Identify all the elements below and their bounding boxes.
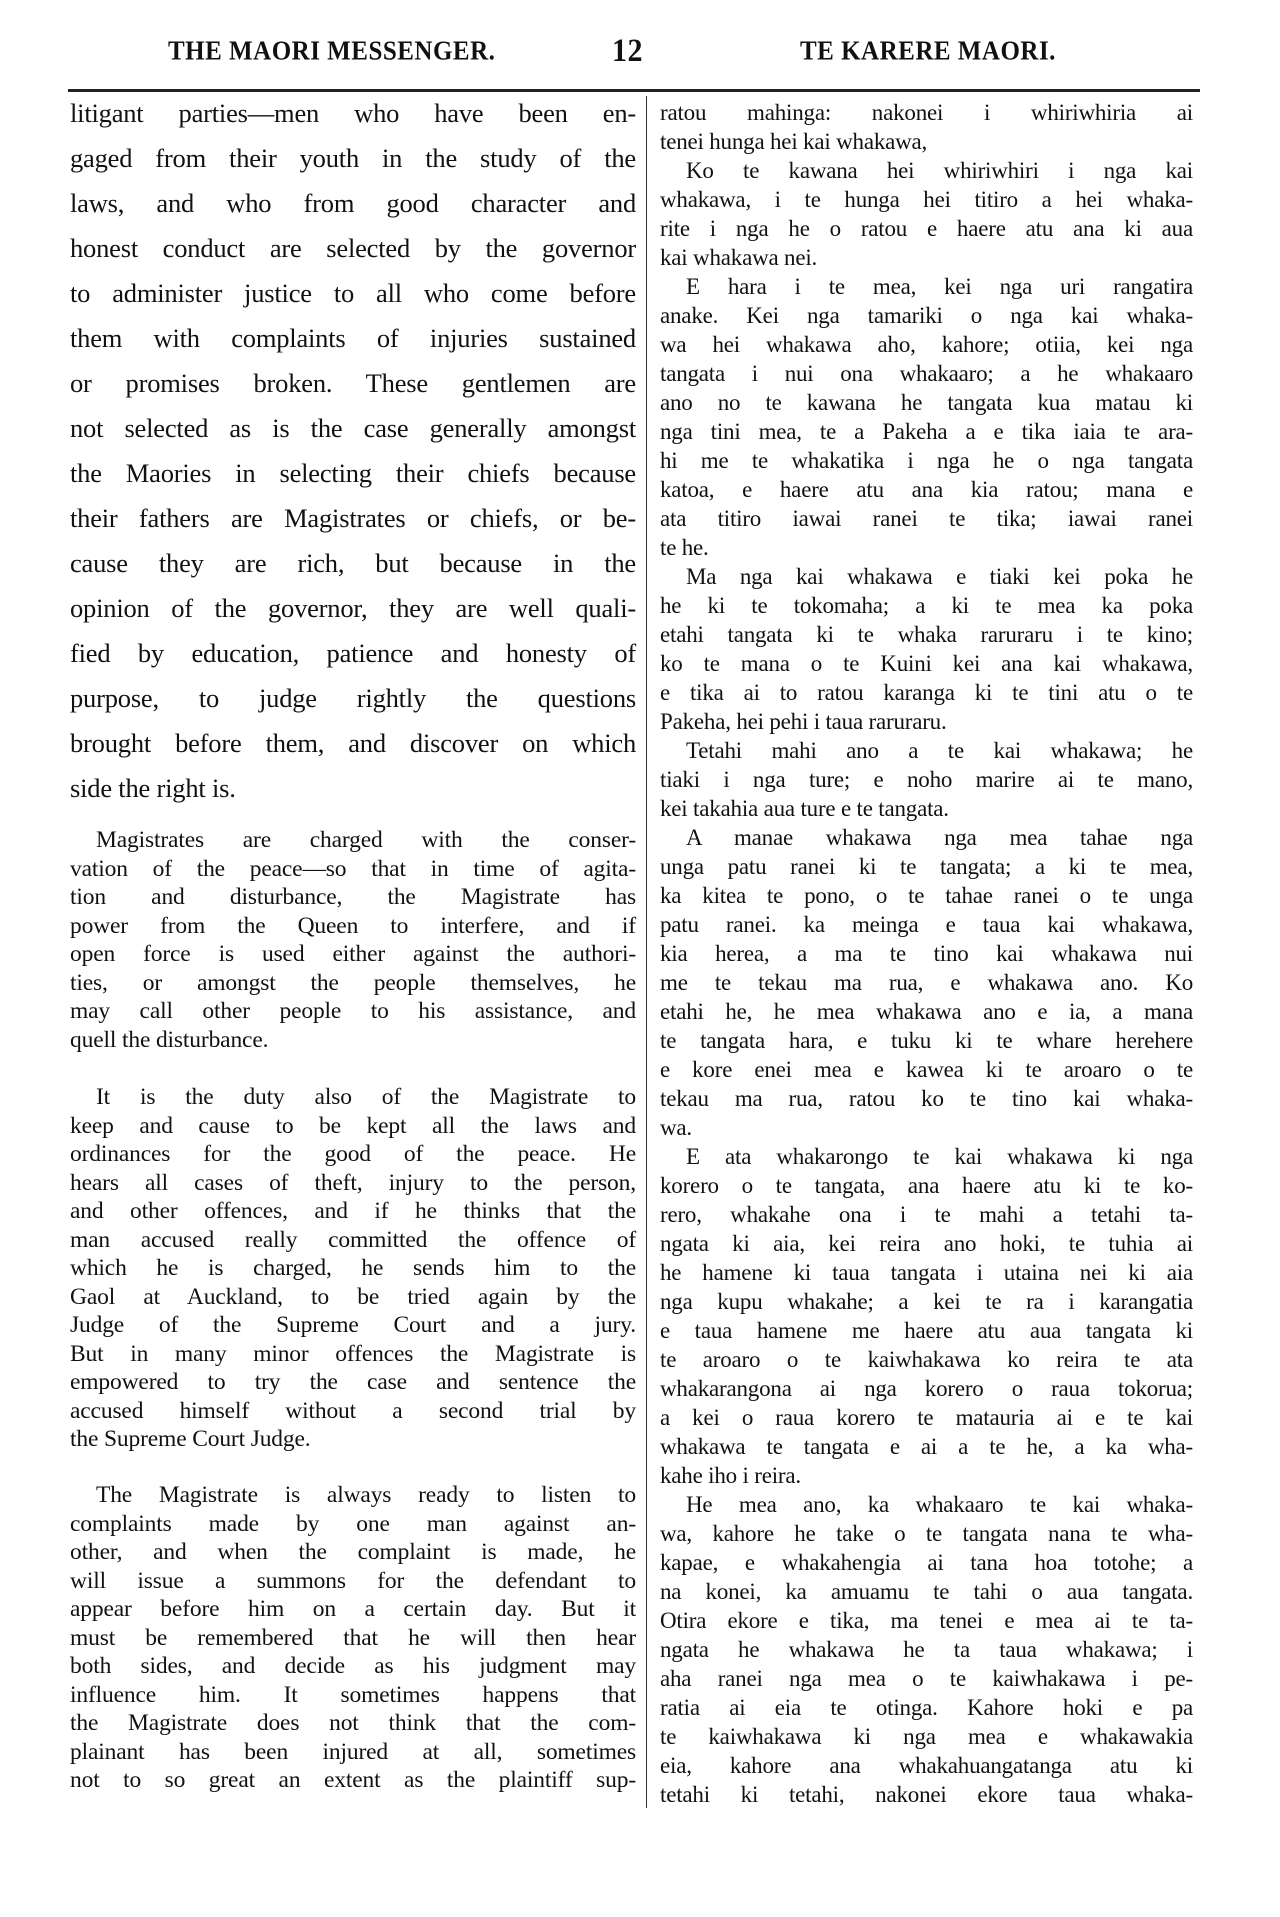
maori-paragraph [660, 1490, 1193, 1809]
text-line: The Magistrate is always ready to listen to [96, 1482, 636, 1508]
text-line: ngata he whakawa he ta taua whakawa; i [660, 1637, 1193, 1662]
text-line: But in many minor offences the Magistrate is [70, 1340, 636, 1367]
text-line: the Supreme Court Judge. [70, 1426, 311, 1452]
maori-column [660, 98, 1193, 1809]
text-line: complaints made by one man against an- [70, 1510, 636, 1537]
text-line: A manae whakawa nga mea tahae nga [686, 825, 1193, 850]
text-line: quell the disturbance. [70, 1026, 269, 1053]
column-divider [646, 96, 647, 1808]
text-line: Tetahi mahi ano a te kai whakawa; he [686, 738, 1193, 763]
text-line: Otira ekore e tika, ma tenei e mea ai te ta- [660, 1608, 1193, 1633]
text-line: kapae, e whakahengia ai tana hoa totohe; a [660, 1550, 1193, 1575]
text-line: te kaiwhakawa ki nga mea e whakawakia [660, 1724, 1193, 1749]
text-line: the Magistrate does not think that the com- [70, 1710, 636, 1736]
text-line: me te tekau ma rua, e whakawa ano. Ko [660, 970, 1193, 995]
text-line: the Maories in selecting their chiefs because [70, 458, 636, 488]
text-line: a kei o raua korero te matauria ai e te kai [660, 1405, 1193, 1430]
masthead-maori-title: TE KARERE MAORI. [800, 36, 1056, 67]
text-line: ano no te kawana he tangata kua matau ki [660, 390, 1193, 415]
text-line: he hamene ki taua tangata i utaina nei ki aia [660, 1260, 1193, 1285]
text-line: na konei, ka amuamu te tahi o aua tangata. [660, 1579, 1193, 1604]
text-line: kai whakawa nei. [660, 245, 818, 270]
text-line: ordinances for the good of the peace. He [70, 1141, 636, 1167]
text-line: gaged from their youth in the study of the [70, 143, 636, 173]
text-line: which he is charged, he sends him to the [70, 1255, 636, 1281]
text-line: keep and cause to be kept all the laws and [70, 1112, 636, 1139]
text-line: katoa, e haere atu ana kia ratou; mana e [660, 477, 1193, 502]
maori-paragraph [660, 562, 1193, 736]
text-line: not to so great an extent as the plaintiff sup- [70, 1767, 636, 1793]
text-line: ata titiro iawai ranei te tika; iawai ranei [660, 506, 1193, 531]
text-line: plainant has been injured at all, sometimes [70, 1738, 636, 1765]
maori-paragraph [660, 823, 1193, 1142]
text-line: tangata i nui ona whakaaro; a he whakaaro [660, 361, 1193, 386]
text-line: te aroaro o te kaiwhakawa ko reira te ata [660, 1347, 1193, 1372]
english-paragraph [70, 1083, 636, 1454]
text-line: wa hei whakawa aho, kahore; otiia, kei nga [660, 332, 1193, 357]
text-line: ko te mana o te Kuini kei ana kai whakawa, [660, 651, 1193, 676]
text-line: influence him. It sometimes happens that [70, 1681, 636, 1708]
text-line: he ki te tokomaha; a ki te mea ka poka [660, 593, 1193, 618]
page-number: 12 [612, 32, 643, 69]
text-line: rite i nga he o ratou e haere atu ana ki aua [660, 216, 1193, 241]
maori-paragraph [660, 98, 1193, 156]
text-line: wa. [660, 1115, 692, 1140]
text-line: them with complaints of injuries sustained [70, 323, 636, 353]
text-line: te he. [660, 535, 709, 560]
text-line: anake. Kei nga tamariki o nga kai whaka- [660, 303, 1193, 328]
text-line: honest conduct are selected by the governor [70, 233, 636, 263]
text-line: to administer justice to all who come before [70, 278, 636, 308]
text-line: open force is used either against the authori- [70, 941, 636, 967]
text-line: empowered to try the case and sentence the [70, 1369, 636, 1395]
text-line: eia, kahore ana whakahuangatanga atu ki [660, 1753, 1193, 1778]
masthead-english-title: THE MAORI MESSENGER. [168, 36, 496, 67]
text-line: He mea ano, ka whakaaro te kai whaka- [686, 1492, 1193, 1517]
text-line: vation of the peace—so that in time of agita- [70, 855, 636, 882]
text-line: tetahi ki tetahi, nakonei ekore taua whaka- [660, 1782, 1193, 1807]
text-line: purpose, to judge rightly the questions [70, 683, 636, 713]
english-lead-paragraph [70, 91, 636, 811]
text-line: laws, and who from good character and [70, 188, 636, 218]
text-line: wa, kahore he take o te tangata nana te wha- [660, 1521, 1193, 1546]
text-line: fied by education, patience and honesty of [70, 638, 636, 668]
text-line: not selected as is the case generally amongst [70, 413, 636, 443]
text-line: tion and disturbance, the Magistrate has [70, 884, 636, 910]
text-line: their fathers are Magistrates or chiefs, or be- [70, 503, 636, 533]
text-line: aha ranei nga mea o te kaiwhakawa i pe- [660, 1666, 1193, 1691]
text-line: Pakeha, hei pehi i taua raruraru. [660, 709, 947, 734]
maori-paragraph [660, 1142, 1193, 1490]
text-line: kia herea, a ma te tino kai whakawa nui [660, 941, 1193, 966]
text-line: patu ranei. ka meinga e taua kai whakawa, [660, 912, 1193, 937]
text-line: tenei hunga hei kai whakawa, [660, 129, 928, 154]
text-line: Ma nga kai whakawa e tiaki kei poka he [686, 564, 1193, 589]
text-line: rero, whakahe ona i te mahi a tetahi ta- [660, 1202, 1193, 1227]
text-line: korero o te tangata, ana haere atu ki te ko- [660, 1173, 1193, 1198]
maori-paragraph [660, 272, 1193, 562]
maori-paragraph [660, 736, 1193, 823]
text-line: te tangata hara, e tuku ki te whare herehere [660, 1028, 1193, 1053]
text-line: whakarangona ai nga korero o raua tokorua; [660, 1376, 1193, 1401]
text-line: Judge of the Supreme Court and a jury. [70, 1312, 636, 1338]
text-line: kahe iho i reira. [660, 1463, 801, 1488]
text-line: or promises broken. These gentlemen are [70, 368, 636, 398]
text-line: power from the Queen to interfere, and if [70, 912, 636, 939]
text-line: hears all cases of theft, injury to the person, [70, 1169, 636, 1196]
text-line: appear before him on a certain day. But it [70, 1596, 636, 1622]
text-line: etahi he, he mea whakawa ano e ia, a mana [660, 999, 1193, 1024]
text-line: side the right is. [70, 773, 236, 803]
text-line: brought before them, and discover on which [70, 728, 636, 758]
text-line: litigant parties—men who have been en- [70, 98, 636, 128]
text-line: both sides, and decide as his judgment may [70, 1653, 636, 1679]
text-line: whakawa te tangata e ai a te he, a ka wha- [660, 1434, 1193, 1459]
text-line: Magistrates are charged with the conser- [96, 827, 636, 853]
text-line: Gaol at Auckland, to be tried again by the [70, 1283, 636, 1310]
text-line: nga kupu whakahe; a kei te ra i karangatia [660, 1289, 1193, 1314]
text-line: other, and when the complaint is made, he [70, 1539, 636, 1565]
text-line: It is the duty also of the Magistrate to [96, 1084, 636, 1110]
text-line: must be remembered that he will then hear [70, 1624, 636, 1651]
text-line: e taua hamene me haere atu aua tangata ki [660, 1318, 1193, 1343]
text-line: E hara i te mea, kei nga uri rangatira [686, 274, 1193, 299]
english-paragraph [70, 1481, 636, 1795]
text-line: nga tini mea, te a Pakeha a e tika iaia te ara- [660, 419, 1193, 444]
text-line: and other offences, and if he thinks that the [70, 1198, 636, 1224]
text-line: unga patu ranei ki te tangata; a ki te mea, [660, 854, 1193, 879]
text-line: cause they are rich, but because in the [70, 548, 636, 578]
text-line: hi me te whakatika i nga he o nga tangata [660, 448, 1193, 473]
english-paragraph [70, 826, 636, 1054]
text-line: will issue a summons for the defendant to [70, 1567, 636, 1594]
maori-paragraph [660, 156, 1193, 272]
text-line: whakawa, i te hunga hei titiro a hei whaka- [660, 187, 1193, 212]
text-line: tekau ma rua, ratou ko te tino kai whaka- [660, 1086, 1193, 1111]
text-line: kei takahia aua ture e te tangata. [660, 796, 949, 821]
text-line: ratia ai eia te otinga. Kahore hoki e pa [660, 1695, 1193, 1720]
text-line: may call other people to his assistance, and [70, 998, 636, 1024]
text-line: E ata whakarongo te kai whakawa ki nga [686, 1144, 1193, 1169]
text-line: ties, or amongst the people themselves, he [70, 969, 636, 996]
text-line: man accused really committed the offence of [70, 1226, 636, 1253]
text-line: ratou mahinga: nakonei i whiriwhiria ai [660, 100, 1193, 125]
text-line: tiaki i nga ture; e noho marire ai te mano, [660, 767, 1193, 792]
text-line: accused himself without a second trial by [70, 1397, 636, 1424]
text-line: Ko te kawana hei whiriwhiri i nga kai [686, 158, 1193, 183]
text-line: ngata ki aia, kei reira ano hoki, te tuhia ai [660, 1231, 1193, 1256]
text-line: e kore enei mea e kawea ki te aroaro o te [660, 1057, 1193, 1082]
text-line: e tika ai to ratou karanga ki te tini atu o te [660, 680, 1193, 705]
text-line: opinion of the governor, they are well quali- [70, 593, 636, 623]
text-line: etahi tangata ki te whaka raruraru i te kino; [660, 622, 1193, 647]
text-line: ka kitea te pono, o te tahae ranei o te unga [660, 883, 1193, 908]
